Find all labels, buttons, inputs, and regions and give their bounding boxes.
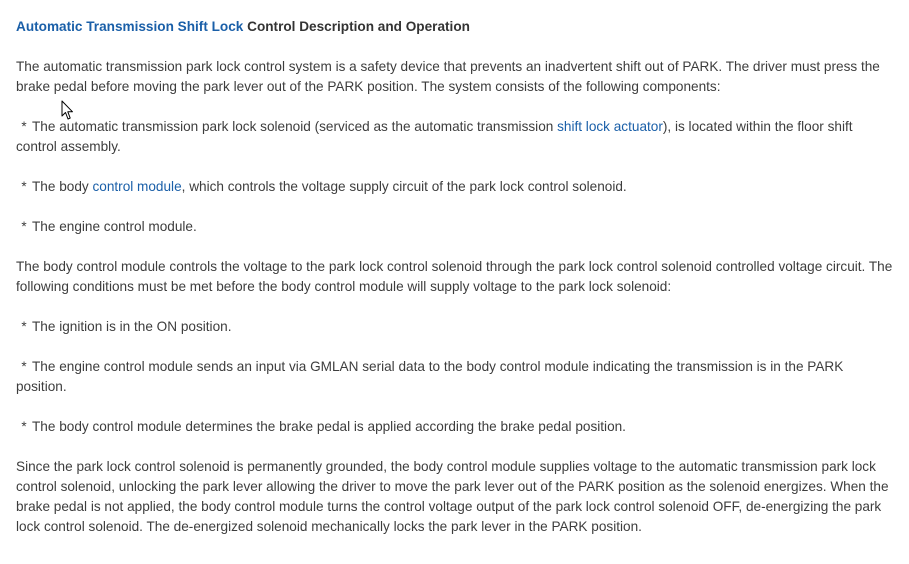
title-link[interactable]: Automatic Transmission Shift Lock	[16, 19, 244, 34]
mouse-cursor-icon	[61, 100, 75, 121]
component-item-engine-control	[16, 217, 896, 237]
condition-item-text: The body control module determines the brake pedal is applied according the brake pedal position.	[32, 419, 626, 434]
condition-item-text: The engine control module sends an input via GMLAN serial data to the body control module indicating the transmission is in the PARK position.	[16, 359, 844, 394]
title-rest: Control Description and Operation	[243, 19, 470, 34]
component-item-text: The automatic transmission park lock solenoid (serviced as the automatic transmission	[32, 119, 558, 134]
bcm-paragraph: The body control module controls the voltage to the park lock control solenoid through the park lock control solenoid controlled voltage circuit. The following conditions must be met before the body control module will supply voltage to the park lock solenoid:	[16, 259, 893, 294]
intro-paragraph: The automatic transmission park lock control system is a safety device that prevents an inadvertent shift out of PARK. The driver must press the brake pedal before moving the park lever out of the PARK position. The system consists of the following components:	[16, 59, 880, 94]
component-item-text: The engine control module.	[32, 219, 197, 234]
bullet-star: *	[21, 119, 27, 134]
condition-item-gmlan	[16, 357, 896, 397]
closing-paragraph: Since the park lock control solenoid is permanently grounded, the body control module supplies voltage to the automatic transmission park lock control solenoid, unlocking the park lever allowing the driver to move the park lever out of the PARK position as the solenoid energizes. When the brake pedal is not applied, the body control module turns the control voltage output of the park lock control solenoid OFF, de-energizing the park lock control solenoid. The de-energized solenoid mechanically locks the park lever in the PARK position.	[16, 459, 889, 534]
bullet-star: *	[21, 219, 27, 234]
bullet-star: *	[21, 319, 27, 334]
shift-lock-actuator-link[interactable]: shift lock actuator	[557, 119, 663, 134]
component-item-solenoid	[16, 117, 896, 157]
bullet-star: *	[21, 419, 27, 434]
condition-item-brake-pedal	[16, 417, 896, 437]
condition-item-ignition	[16, 317, 896, 337]
component-item-text: , which controls the voltage supply circuit of the park lock control solenoid.	[181, 179, 627, 194]
bullet-star: *	[21, 179, 27, 194]
component-item-text: ), is located within the floor shift control assembly.	[16, 119, 853, 154]
page-title	[16, 17, 896, 37]
component-item-body-control	[16, 177, 896, 197]
control-module-link[interactable]: control module	[92, 179, 182, 194]
component-item-text: The body	[32, 179, 93, 194]
document-body	[16, 17, 896, 557]
condition-item-text: The ignition is in the ON position.	[32, 319, 232, 334]
bullet-star: *	[21, 359, 27, 374]
